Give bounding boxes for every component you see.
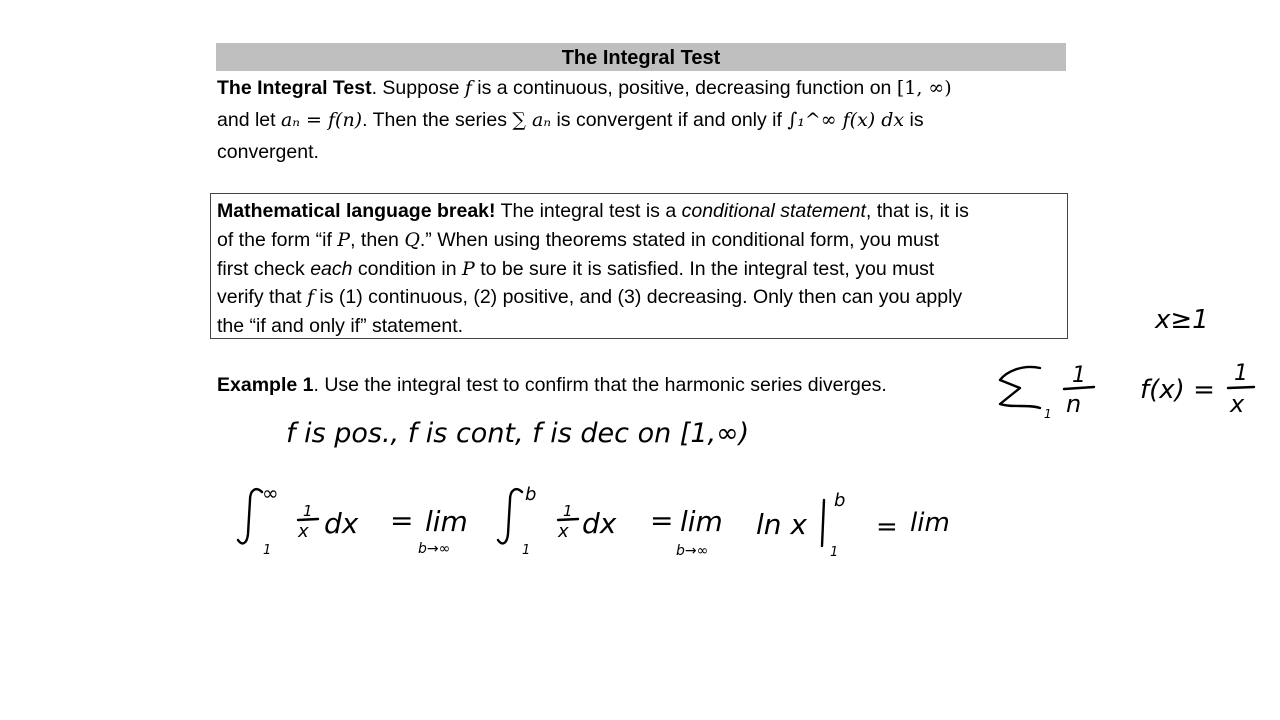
hw-fx-frac-bar	[1228, 387, 1254, 388]
hw-sum-lower: 1	[1044, 407, 1052, 421]
hw-integral-sign-2	[498, 489, 522, 543]
hw-b-to-inf-2: b→∞	[676, 543, 709, 559]
hw-dx-1: dx	[324, 507, 359, 540]
hw-frac-num-1: 1	[303, 502, 313, 520]
lb-line-5: the “if and only if” statement.	[217, 315, 464, 338]
hw-eval-bar	[822, 500, 824, 546]
hw-frac-num-2: 1	[563, 502, 573, 520]
theorem-label: The Integral Test	[217, 77, 372, 99]
theorem-line-3: convergent.	[217, 141, 319, 163]
hw-fx-den: x	[1230, 390, 1245, 418]
hw-fx-num: 1	[1234, 361, 1248, 386]
hw-eq-2: =	[650, 504, 674, 537]
hw-eval-lower: 1	[830, 545, 839, 560]
theorem-line-2: and let aₙ = f(n). Then the series ∑ aₙ is convergent if and only if ∫₁^∞ f(x) dx is	[217, 109, 924, 131]
lb-line-2: of the form “if P, then Q.” When using theorems stated in conditional form, you must	[217, 228, 940, 251]
hw-frac-den-1: x	[298, 521, 309, 542]
hw-dx-2: dx	[582, 507, 617, 540]
hw-int-upper: ∞	[262, 481, 279, 505]
example-1-label: Example 1	[217, 374, 314, 396]
lb-line-4: verify that f is (1) continuous, (2) positive, and (3) decreasing. Only then can you apply	[217, 286, 963, 309]
hw-x-ge-1: x≥1	[1155, 305, 1209, 335]
hw-eq-1: =	[390, 504, 414, 537]
theorem-line-1: The Integral Test. Suppose f is a continuous, positive, decreasing function on [1, ∞)	[217, 77, 952, 99]
hw-int-lower-2: 1	[522, 543, 531, 558]
hw-int-upper-2: b	[525, 484, 537, 505]
lb-line-1: Mathematical language break! The integral test is a conditional statement, that is, it is	[217, 200, 969, 222]
hw-integral-sign-1	[238, 489, 262, 543]
hw-frac-den-2: x	[558, 521, 569, 542]
hw-fx: f(x) =	[1140, 375, 1215, 405]
hw-frac-bar-1	[298, 519, 318, 520]
hw-lim-3: lim	[910, 508, 950, 538]
hw-lim-2: lim	[680, 505, 723, 538]
lb-line-3: first check each condition in P to be sure it is satisfied. In the integral test, you must	[217, 257, 935, 280]
hw-b-to-inf-1: b→∞	[418, 541, 451, 557]
hw-int-lower: 1	[263, 543, 272, 558]
hw-eq-3: =	[876, 512, 898, 542]
hw-lnx: ln x	[756, 508, 807, 541]
page-title: The Integral Test	[216, 43, 1066, 71]
hw-sum-den: n	[1066, 390, 1082, 418]
hw-eval-upper: b	[834, 490, 846, 511]
hw-lim-1: lim	[425, 505, 468, 538]
hw-conditions: f is pos., f is cont, f is dec on [1,∞)	[286, 418, 750, 449]
hw-frac-bar-2	[558, 519, 578, 520]
hw-sum-num: 1	[1072, 363, 1086, 388]
hw-sum-frac-bar	[1064, 387, 1094, 389]
example-1: Example 1. Use the integral test to confirm that the harmonic series diverges.	[217, 374, 887, 396]
hw-sigma	[1000, 367, 1040, 408]
